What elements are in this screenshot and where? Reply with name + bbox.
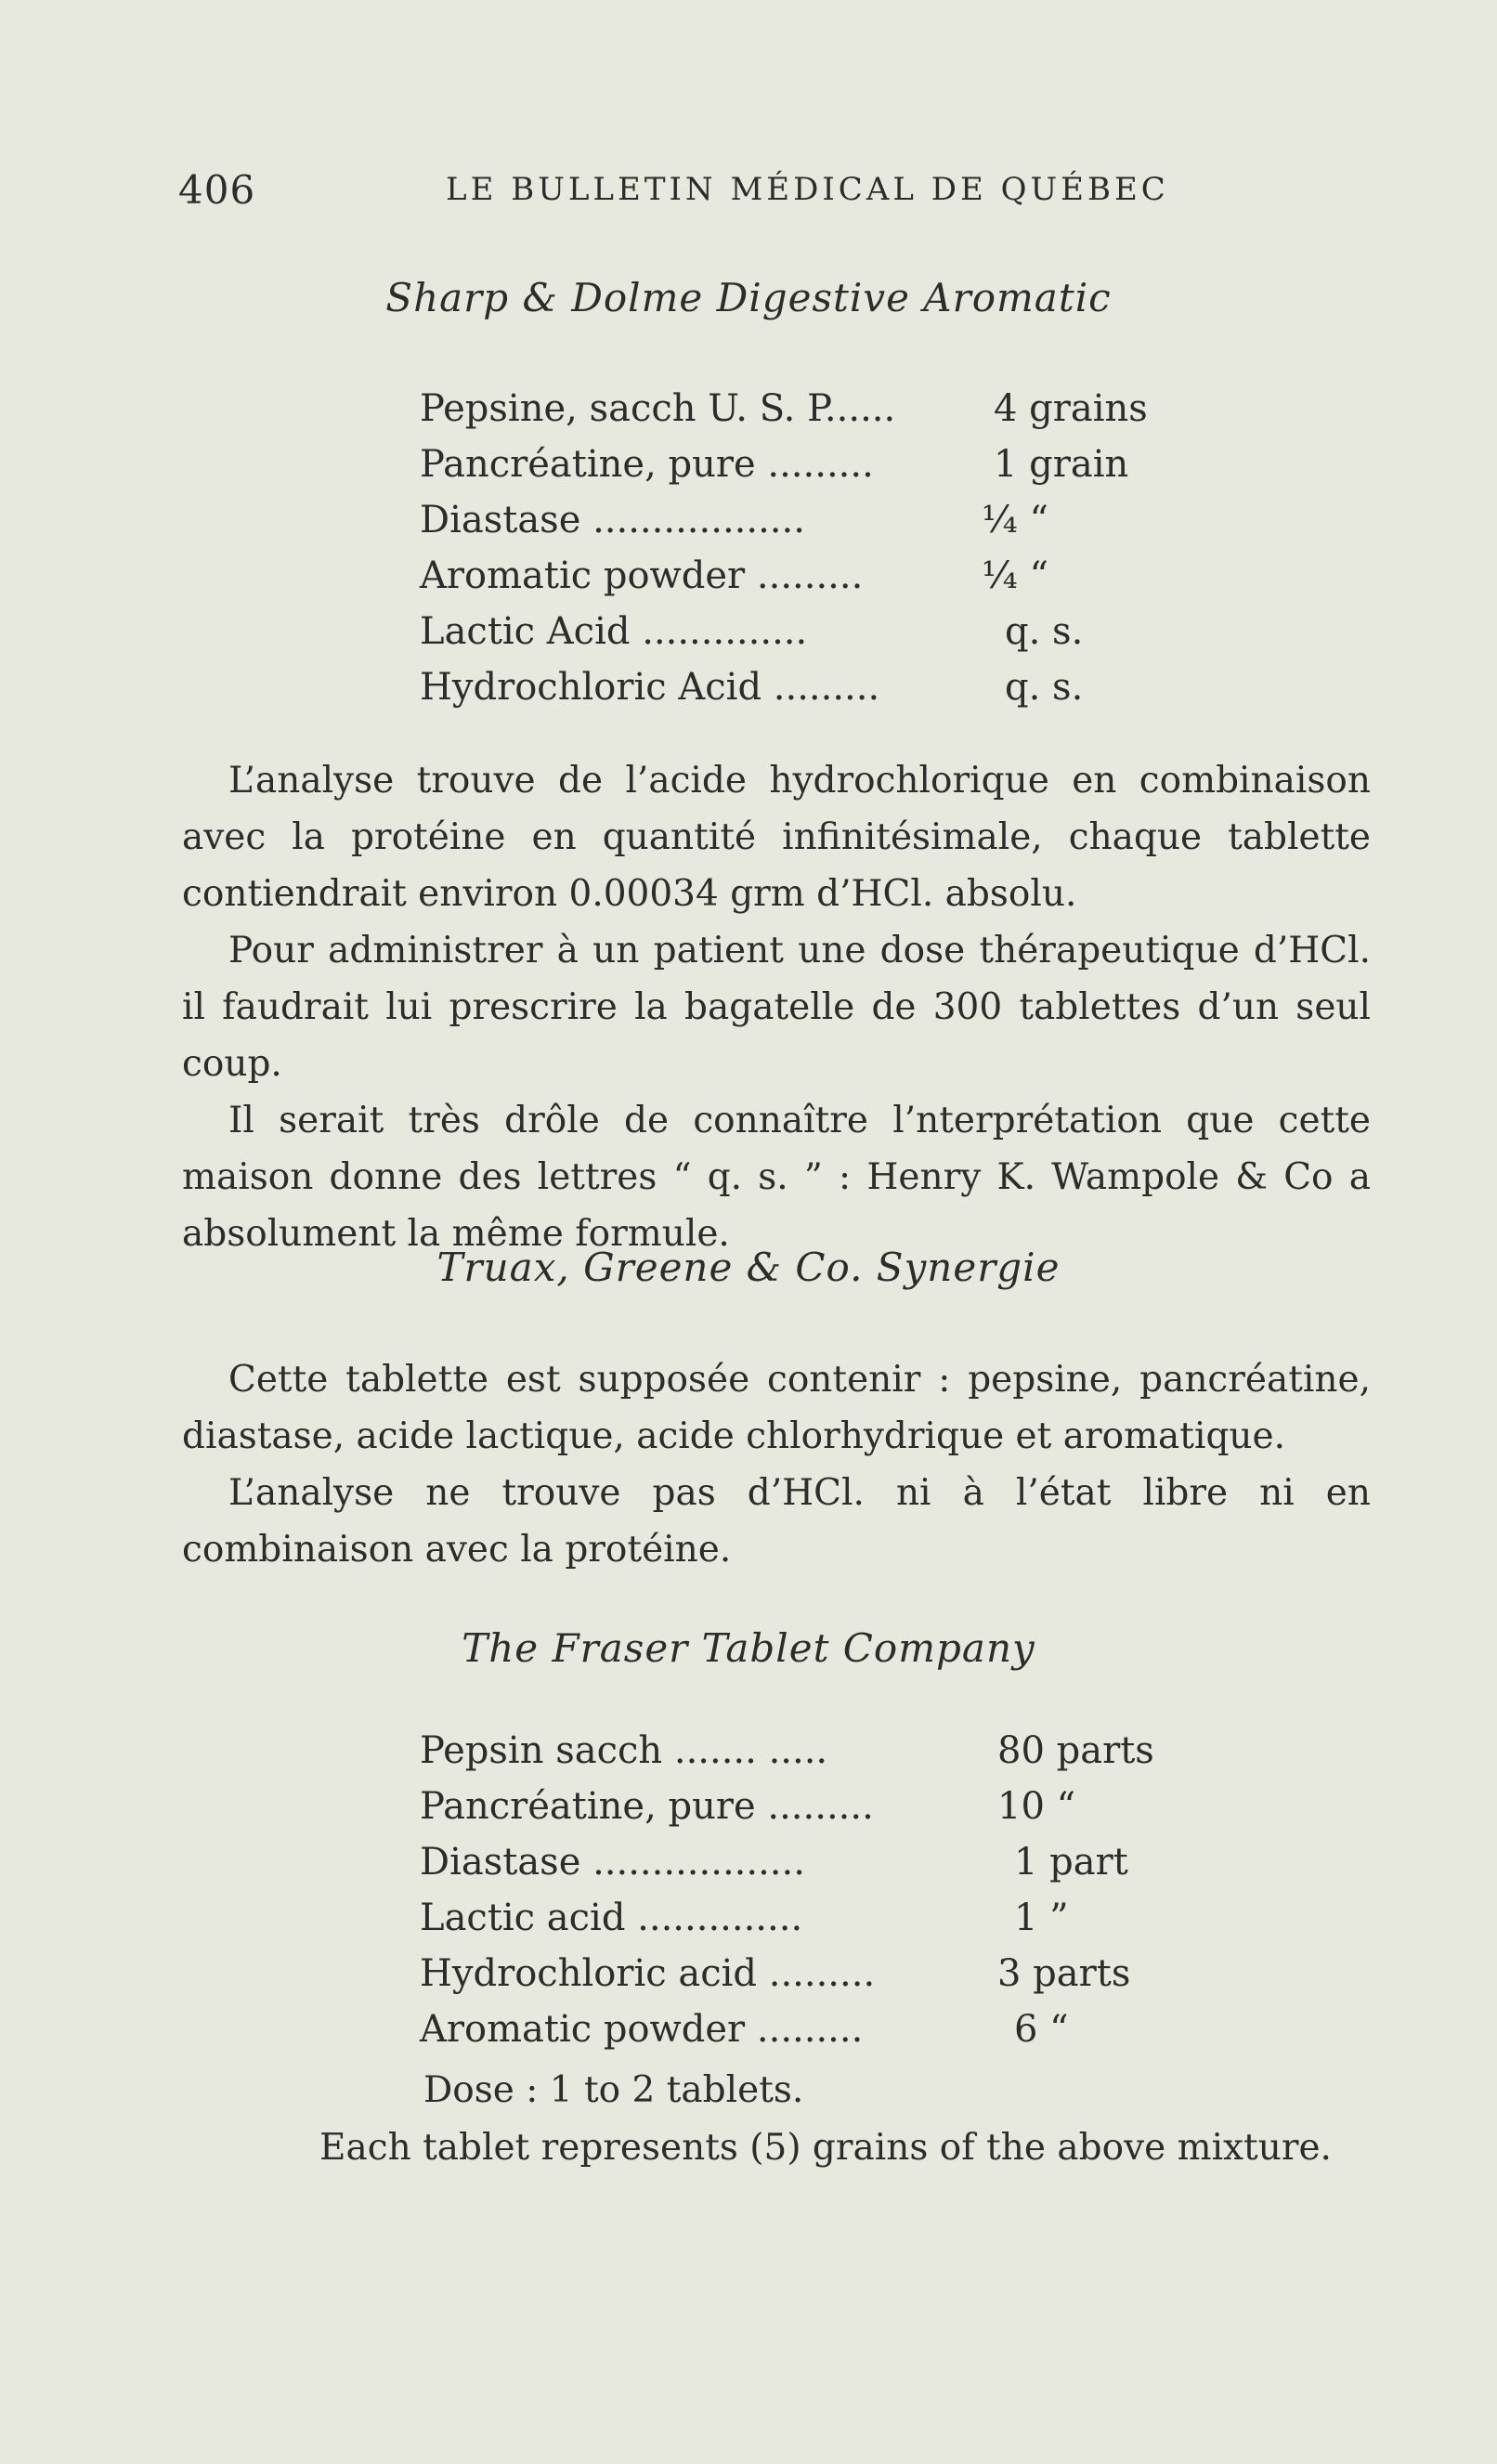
ingredient-amount: 1 ”: [1014, 1897, 1069, 1939]
section1-text: [182, 752, 1371, 1262]
dose-note: Dose : 1 to 2 tablets.: [423, 2069, 804, 2111]
ingredient-name: Pancréatine, pure .........: [420, 443, 874, 486]
recipe-row: [420, 1723, 1163, 1779]
recipe-fraser-tablet: [420, 1723, 1163, 2057]
recipe-row: [420, 548, 1163, 604]
ingredient-name: Lactic Acid ..............: [420, 610, 808, 653]
ingredient-amount: 1 grain: [994, 443, 1129, 486]
ingredient-amount: ¼ “: [982, 499, 1048, 541]
recipe-row: [420, 1890, 1163, 1946]
ingredient-name: Aromatic powder .........: [420, 2008, 864, 2051]
section-title-truax-greene: Truax, Greene & Co. Synergie: [436, 1245, 1061, 1290]
paragraph: L’analyse trouve de l’acide hydrochlorique en combinaison avec la protéine en quantité infinitésimale, chaque tablette contiendrait environ 0.00034 grm d’HCl. absolu.: [182, 760, 1371, 915]
section-title-fraser-tablet: The Fraser Tablet Company: [462, 1625, 1035, 1671]
ingredient-name: Pepsine, sacch U. S. P......: [420, 387, 896, 430]
paragraph: Pour administrer à un patient une dose thérapeutique d’HCl. il faudrait lui prescrire la bagatelle de 300 tablettes d’un seul coup.: [182, 930, 1371, 1085]
paragraph: Cette tablette est supposée contenir : pepsine, pancréatine, diastase, acide lactique, acide chlorhydrique et aromatique.: [182, 1359, 1371, 1457]
section2-text: [182, 1351, 1371, 1578]
ingredient-amount: 80 parts: [997, 1729, 1154, 1772]
recipe-row: [420, 1946, 1163, 2001]
recipe-sharp-dolme: [420, 381, 1163, 715]
ingredient-amount: 3 parts: [997, 1952, 1131, 1995]
recipe-row: [420, 2001, 1163, 2057]
paragraph: Il serait très drôle de connaître l’nterprétation que cette maison donne des lettres “ q. s. ” : Henry K. Wampole & Co a absolument la même formule.: [182, 1100, 1371, 1255]
ingredient-name: Diastase ..................: [420, 499, 805, 541]
section-title-sharp-dolme: Sharp & Dolme Digestive Aromatic: [385, 275, 1112, 320]
running-title: LE BULLETIN MÉDICAL DE QUÉBEC: [446, 171, 1169, 208]
page-number: 406: [178, 167, 256, 213]
page-header: [0, 167, 1497, 223]
ingredient-name: Diastase ..................: [420, 1841, 805, 1884]
ingredient-amount: q. s.: [1005, 610, 1084, 653]
paragraph: L’analyse ne trouve pas d’HCl. ni à l’état libre ni en combinaison avec la protéine.: [182, 1472, 1371, 1571]
recipe-row: [420, 1834, 1163, 1890]
ingredient-amount: 1 part: [1014, 1841, 1128, 1884]
ingredient-name: Pepsin sacch ....... .....: [420, 1729, 828, 1772]
recipe-row: [420, 437, 1163, 492]
recipe-row: [420, 381, 1163, 437]
recipe-row: [420, 604, 1163, 659]
ingredient-amount: 6 “: [1014, 2008, 1069, 2051]
ingredient-name: Hydrochloric acid .........: [420, 1952, 876, 1995]
ingredient-name: Pancréatine, pure .........: [420, 1785, 874, 1828]
tablet-note: Each tablet represents (5) grains of the above mixture.: [319, 2127, 1332, 2169]
ingredient-name: Aromatic powder .........: [420, 554, 864, 597]
ingredient-amount: ¼ “: [982, 554, 1048, 597]
ingredient-amount: q. s.: [1005, 666, 1084, 709]
ingredient-amount: 4 grains: [994, 387, 1148, 430]
recipe-row: [420, 1779, 1163, 1834]
recipe-row: [420, 659, 1163, 715]
recipe-row: [420, 492, 1163, 548]
ingredient-amount: 10 “: [997, 1785, 1076, 1828]
ingredient-name: Hydrochloric Acid .........: [420, 666, 880, 709]
ingredient-name: Lactic acid ..............: [420, 1897, 803, 1939]
